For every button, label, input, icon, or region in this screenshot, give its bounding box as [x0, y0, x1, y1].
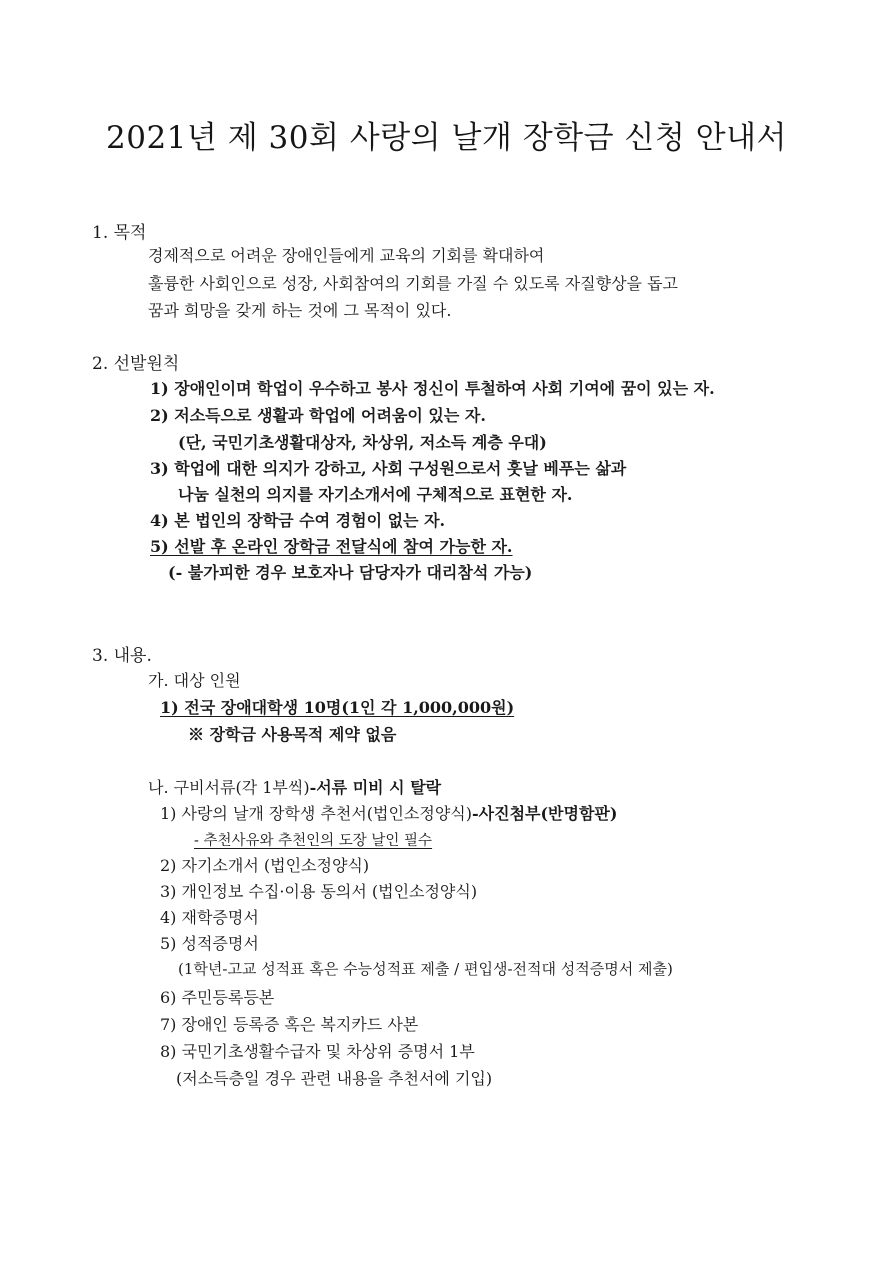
criteria-note: (- 불가피한 경우 보호자나 담당자가 대리참석 가능) — [168, 563, 533, 582]
section-2-heading: 2. 선발원칙 — [92, 354, 180, 374]
section-3-heading: 3. 내용. — [92, 646, 152, 666]
grade-certificate-note: (1학년-고교 성적표 혹은 수능성적표 제출 / 편입생-전적대 성적증명서 제출) — [178, 960, 673, 978]
document-item: 4) 재학증명서 — [160, 908, 259, 927]
document-item: 7) 장애인 등록증 혹은 복지카드 사본 — [160, 1015, 419, 1034]
section-1-line: 꿈과 희망을 갖게 하는 것에 그 목적이 있다. — [148, 301, 452, 320]
criteria-item: 4) 본 법인의 장학금 수여 경험이 없는 자. — [150, 511, 446, 530]
documents-heading: 나. 구비서류(각 1부씩) — [148, 778, 310, 797]
usage-note: ※ 장학금 사용목적 제약 없음 — [188, 725, 397, 744]
low-income-note: (저소득층일 경우 관련 내용을 추천서에 기입) — [176, 1069, 493, 1088]
document-title: 2021년 제 30회 사랑의 날개 장학금 신청 안내서 — [106, 120, 787, 156]
criteria-item: 3) 학업에 대한 의지가 강하고, 사회 구성원으로서 훗날 베푸는 삶과 — [150, 459, 627, 478]
criteria-item: 1) 장애인이며 학업이 우수하고 봉사 정신이 투철하여 사회 기여에 꿈이 있는 자. — [150, 379, 715, 398]
criteria-item-underlined: 5) 선발 후 온라인 장학금 전달식에 참여 가능한 자. — [150, 537, 513, 556]
criteria-item-continued: 나눔 실천의 의지를 자기소개서에 구체적으로 표현한 자. — [178, 485, 573, 504]
document-item: 5) 성적증명서 — [160, 934, 259, 953]
photo-attachment: -사진첨부(반명함판) — [472, 804, 618, 823]
documents-warning: -서류 미비 시 탈락 — [309, 778, 442, 797]
document-item: 6) 주민등록등본 — [160, 988, 275, 1007]
document-item: 8) 국민기초생활수급자 및 차상위 증명서 1부 — [160, 1042, 475, 1061]
document-item: 2) 자기소개서 (법인소정양식) — [160, 856, 370, 875]
criteria-note: (단, 국민기초생활대상자, 차상위, 저소득 계층 우대) — [178, 433, 547, 452]
section-1-line: 훌륭한 사회인으로 성장, 사회참여의 기회를 가질 수 있도록 자질향상을 돕고 — [148, 274, 678, 293]
section-1-heading: 1. 목적 — [92, 223, 147, 243]
criteria-item: 2) 저소득으로 생활과 학업에 어려움이 있는 자. — [150, 406, 486, 425]
recipients-count: 1) 전국 장애대학생 10명(1인 각 1,000,000원) — [160, 698, 515, 717]
recommendation-letter: 1) 사랑의 날개 장학생 추천서(법인소정양식) — [160, 804, 473, 823]
subsection-na-heading — [148, 775, 441, 798]
section-1-line: 경제적으로 어려운 장애인들에게 교육의 기회를 확대하여 — [148, 246, 545, 265]
subsection-ga-heading: 가. 대상 인원 — [148, 671, 241, 690]
document-item — [160, 801, 617, 824]
document-item: 3) 개인정보 수집·이용 동의서 (법인소정양식) — [160, 882, 478, 901]
recommendation-note: - 추천사유와 추천인의 도장 날인 필수 — [194, 833, 433, 849]
